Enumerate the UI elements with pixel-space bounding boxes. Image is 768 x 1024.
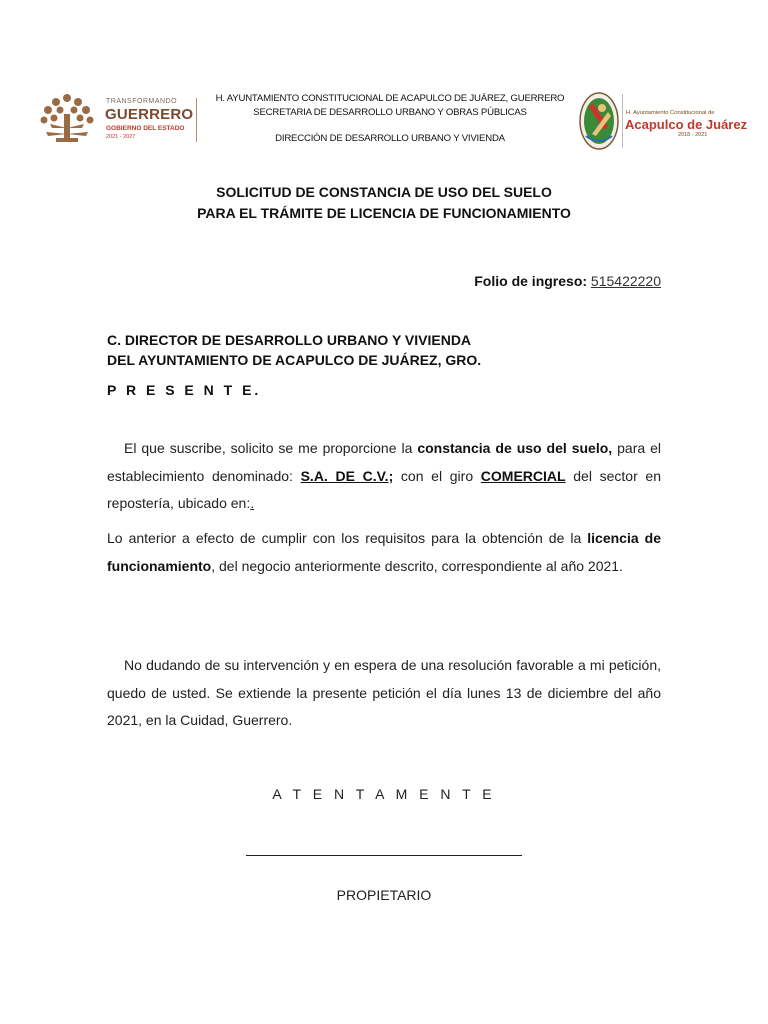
presente-label: P R E S E N T E. xyxy=(107,382,262,398)
p1-location: . xyxy=(250,495,255,511)
folio-number: 515422220 xyxy=(590,273,661,289)
acapulco-logo xyxy=(578,90,748,152)
signer-label: PROPIETARIO xyxy=(336,887,432,903)
addressee-line-1: C. DIRECTOR DE DESARROLLO URBANO Y VIVIENDA xyxy=(107,332,472,348)
logo-title: GUERRERO xyxy=(105,106,194,123)
logo-subtitle: TRANSFORMANDO xyxy=(106,98,178,105)
p3-text: No dudando de su intervención y en espera de una resolución favorable a mi petición, quedo de usted. Se extiende la presente petición el día lunes 13 de diciembre del año 2021, en la Cuidad, Guerrero. xyxy=(107,657,661,728)
logo-divider xyxy=(622,94,623,148)
p2-licencia: licencia de funcionamiento xyxy=(107,530,661,574)
addressee-line-2: DEL AYUNTAMIENTO DE ACAPULCO DE JUÁREZ, GRO. xyxy=(107,352,482,368)
logo-title: Acapulco de Juárez xyxy=(625,117,748,132)
paragraph-closing xyxy=(107,652,661,735)
logo-subtitle: H. Ayuntamiento Constitucional de xyxy=(626,110,715,116)
paragraph-purpose xyxy=(107,525,661,580)
logo-period: 2018 - 2021 xyxy=(678,132,708,138)
header-line-1: H. AYUNTAMIENTO CONSTITUCIONAL DE ACAPULCO DE JUÁREZ, GUERRERO xyxy=(215,93,565,104)
p2-text-c: , del negocio anteriormente descrito, correspondiente al año 2021. xyxy=(211,557,623,574)
atentamente-label: A T E N T A M E N T E xyxy=(272,786,496,802)
signature-line xyxy=(246,855,522,856)
header-line-2: SECRETARIA DE DESARROLLO URBANO Y OBRAS PÚBLICAS xyxy=(253,107,527,118)
logo-divider xyxy=(196,98,197,142)
header-line-3: DIRECCIÓN DE DESARROLLO URBANO Y VIVIENDA xyxy=(275,133,505,144)
logo-government-label: GOBIERNO DEL ESTADO xyxy=(106,125,185,132)
p1-giro: COMERCIAL xyxy=(480,467,566,484)
paragraph-request xyxy=(107,435,661,518)
p2-text-a: Lo anterior a efecto de cumplir con los requisitos para la obtención de la xyxy=(107,530,588,546)
document-title-line-2: PARA EL TRÁMITE DE LICENCIA DE FUNCIONAMIENTO xyxy=(197,205,571,221)
logo-period: 2021 - 2027 xyxy=(106,134,136,140)
acapulco-emblem-icon xyxy=(578,90,620,152)
p1-constancia: constancia de uso del suelo, xyxy=(417,440,613,456)
p1-text-f: con el giro xyxy=(393,467,481,484)
p1-text-c: para el establecimiento denominado: xyxy=(107,440,661,484)
p1-text-h: del sector en repostería, ubicado en: xyxy=(107,467,661,511)
folio-label: Folio de ingreso: xyxy=(474,273,588,289)
document-title-line-1: SOLICITUD DE CONSTANCIA DE USO DEL SUELO xyxy=(216,184,552,200)
p1-semicolon: ; xyxy=(388,467,394,484)
guerrero-logo xyxy=(36,88,206,152)
folio xyxy=(474,273,661,289)
p1-business-name: S.A. DE C.V. xyxy=(300,467,389,484)
tree-emblem-icon xyxy=(36,88,98,150)
p1-text-a: El que suscribe, solicito se me proporcione la xyxy=(124,440,418,456)
